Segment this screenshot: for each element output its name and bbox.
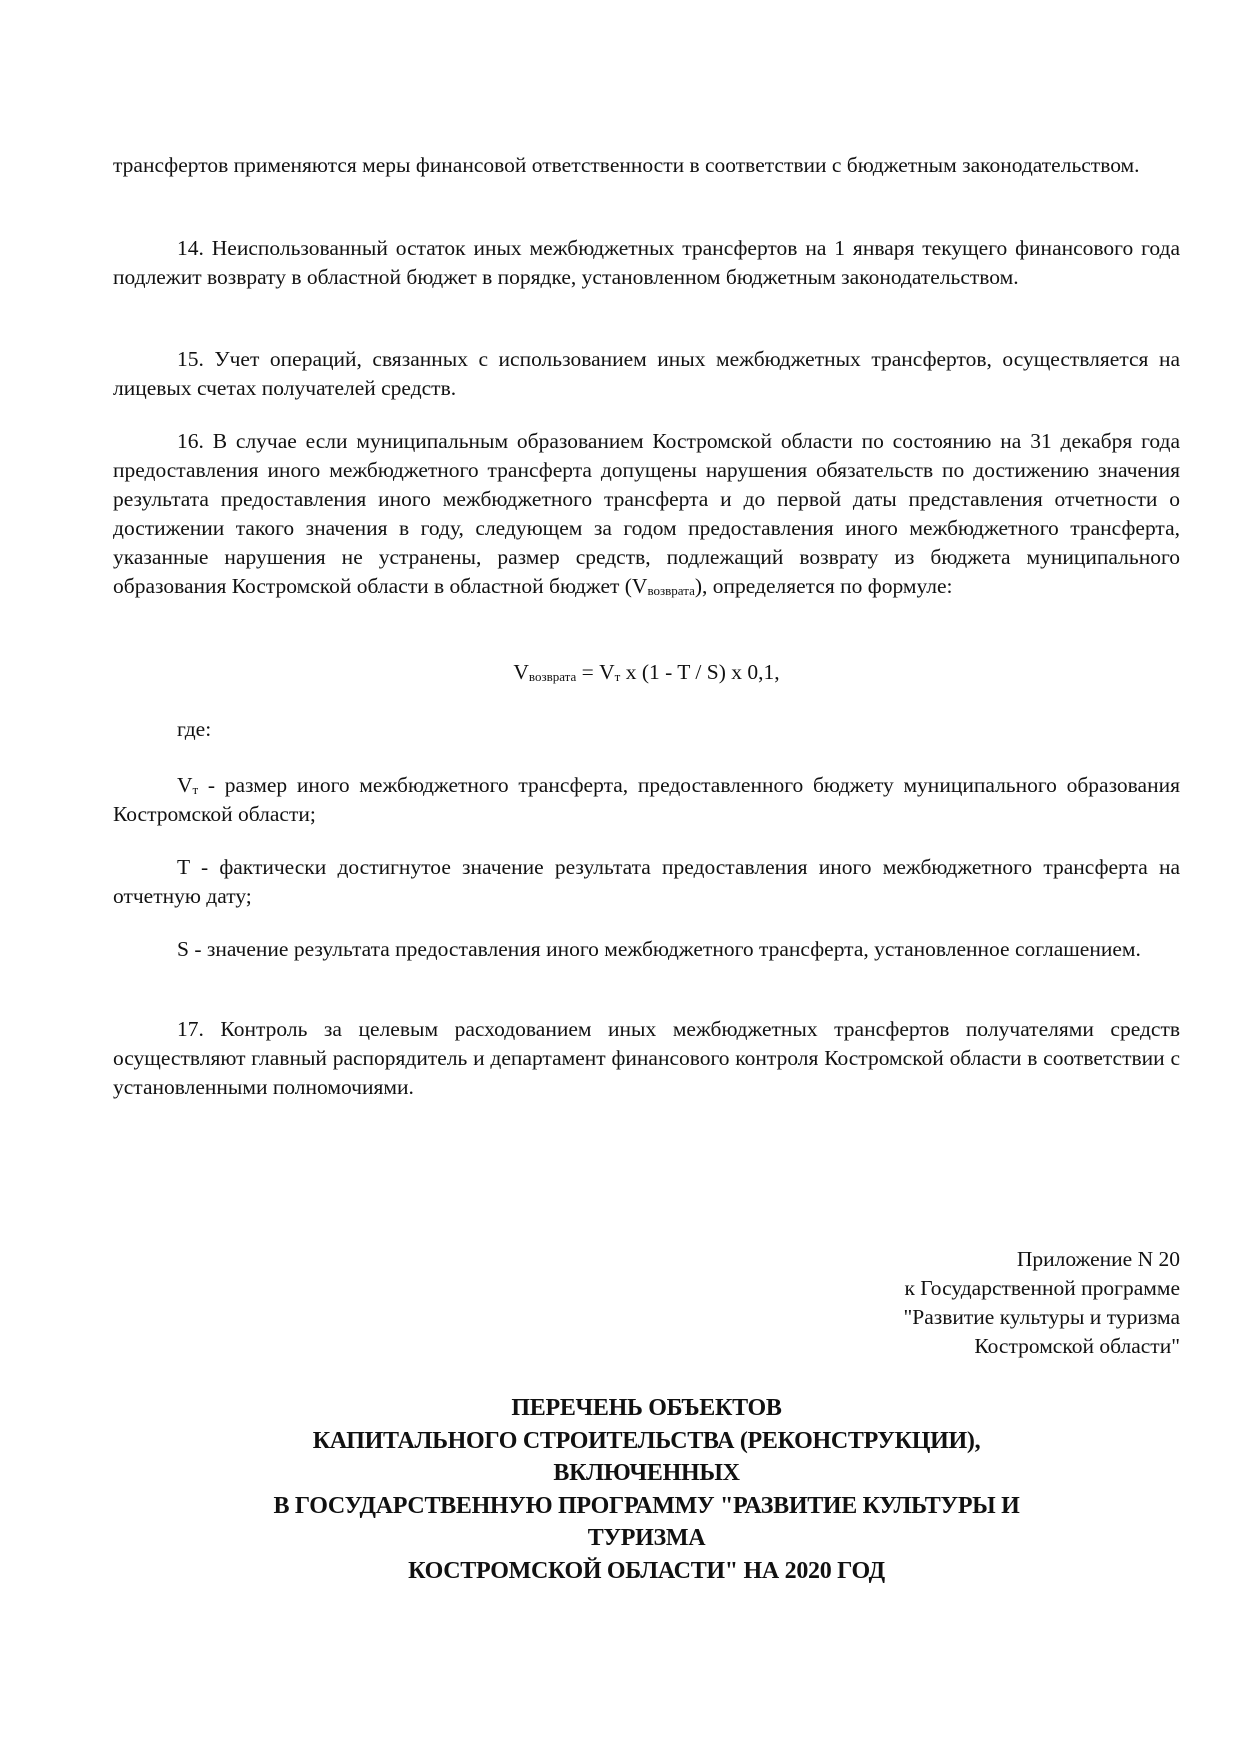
where-text: где: — [177, 717, 212, 741]
section-title — [113, 1392, 1180, 1587]
title-line: КОСТРОМСКОЙ ОБЛАСТИ" НА 2020 ГОД — [408, 1557, 885, 1584]
paragraph-text: 15. Учет операций, связанных с использованием иных межбюджетных трансфертов, осуществляется на лицевых счетах получателей средств. — [113, 347, 1180, 400]
vt-symbol: V — [177, 773, 193, 797]
paragraph-text: трансфертов применяются меры финансовой ответственности в соответствии с бюджетным законодательством. — [113, 153, 1140, 177]
definition-t — [113, 853, 1180, 911]
where-label — [113, 715, 1180, 744]
appendix-line: Приложение N 20 — [1016, 1247, 1180, 1271]
title-line: В ГОСУДАРСТВЕННУЮ ПРОГРАММУ "РАЗВИТИЕ КУЛЬТУРЫ И — [273, 1492, 1020, 1519]
paragraph-text: 14. Неиспользованный остаток иных межбюджетных трансфертов на 1 января текущего финансового года подлежит возврату в областной бюджет в порядке, установленном бюджетным законодательством. — [113, 236, 1180, 289]
definition-text: S - значение результата предоставления иного межбюджетного трансферта, установленное соглашением. — [177, 937, 1141, 961]
title-line: КАПИТАЛЬНОГО СТРОИТЕЛЬСТВА (РЕКОНСТРУКЦИИ), — [312, 1427, 981, 1454]
title-line: ПЕРЕЧЕНЬ ОБЪЕКТОВ — [511, 1395, 782, 1421]
paragraph-13-tail — [113, 151, 1180, 180]
vt-description: - размер иного межбюджетного трансферта, предоставленного бюджету муниципального образования Костромской области; — [113, 773, 1180, 826]
subscript-vozvrata: возврата — [647, 583, 695, 598]
appendix-line: "Развитие культуры и туризма — [903, 1305, 1180, 1329]
title-line: ВКЛЮЧЕННЫХ — [553, 1460, 740, 1486]
paragraph-16 — [113, 427, 1180, 601]
appendix-header — [680, 1245, 1180, 1361]
title-line: ТУРИЗМА — [587, 1525, 706, 1551]
definition-vt — [113, 771, 1180, 829]
definition-s — [113, 935, 1180, 964]
definition-text: T - фактически достигнутое значение результата предоставления иного межбюджетного трансферта на отчетную дату; — [113, 855, 1180, 908]
vt-subscript: т — [192, 782, 199, 797]
definition-text — [113, 771, 1180, 829]
formula-lhs-subscript: возврата — [528, 669, 577, 684]
return-formula — [113, 658, 1180, 687]
paragraph-text — [113, 427, 1180, 601]
appendix-line: Костромской области" — [974, 1334, 1180, 1358]
paragraph-15 — [113, 345, 1180, 403]
formula-equals: = V — [576, 660, 615, 684]
appendix-line: к Государственной программе — [904, 1276, 1180, 1300]
paragraph-16-main: 16. В случае если муниципальным образованием Костромской области по состоянию на 31 декабря года предоставления иного межбюджетного трансферта допущены нарушения обязательств по достижению значения результата предоставления иного межбюджетного трансферта и до первой даты представления отчетности о достижении такого значения в году, следующем за годом предоставления иного межбюджетного трансферта, указанные нарушения не устранены, размер средств, подлежащий возврату из бюджета муниципального образования Костромской области в областной бюджет (V — [113, 429, 1180, 598]
paragraph-17 — [113, 1015, 1180, 1102]
formula-rhs-subscript: т — [614, 669, 621, 684]
paragraph-16-end: ), определяется по формуле: — [694, 574, 953, 598]
paragraph-text: 17. Контроль за целевым расходованием иных межбюджетных трансфертов получателями средств осуществляют главный распорядитель и департамент финансового контроля Костромской области в соответствии с установленными полномочиями. — [113, 1017, 1180, 1099]
formula-lhs-symbol: V — [513, 660, 529, 684]
paragraph-14 — [113, 234, 1180, 292]
formula-rhs: x (1 - T / S) x 0,1, — [620, 660, 780, 684]
